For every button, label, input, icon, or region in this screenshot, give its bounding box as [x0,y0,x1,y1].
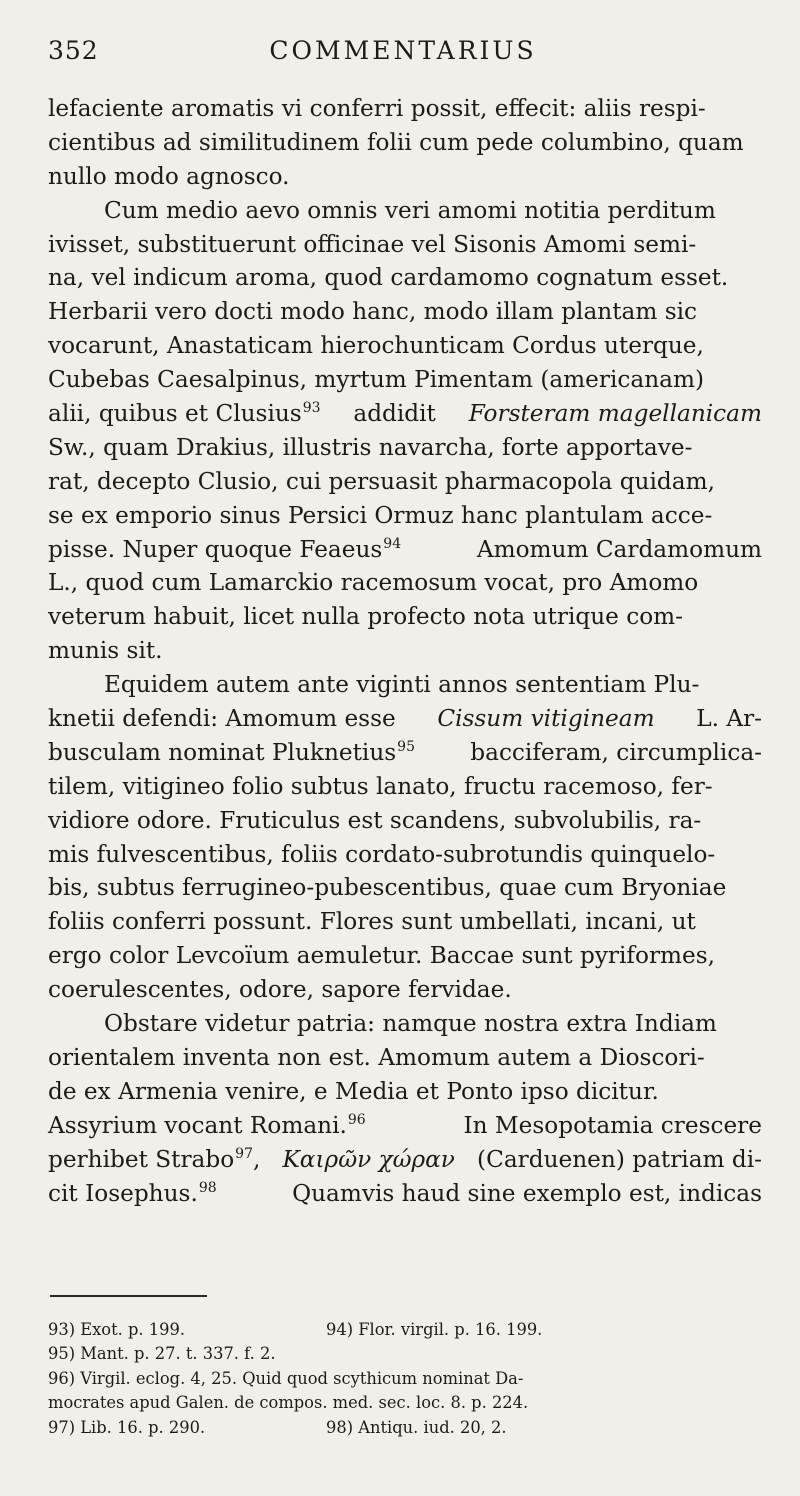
text-line: knetii defendi: Amomum esse Cissum vitigineam L. Ar- [48,702,762,736]
text-line: Assyrium vocant Romani.$^{96}$ In Mesopotamia crescere [48,1111,762,1139]
text-line: pisse. Nuper quoque Feaeus$^{94}$ Amomum Cardamomum [48,535,762,563]
text-line: cit Iosephus.$^{98}$ Quamvis haud sine exemplo est, indicas [48,1179,762,1207]
paragraph-start: Cum medio aevo omnis veri amomi notitia perditum [104,196,716,224]
text-line: lefaciente aromatis vi conferri possit, effecit: aliis respi- [48,95,706,122]
footnote-94: 94) Flor. virgil. p. 16. 199. [326,1320,543,1339]
footnote-line [48,1391,762,1415]
footnote-93: 93) Exot. p. 199. [48,1320,186,1339]
footnote-ref: 95 [397,738,415,755]
footnote-ref: 93 [302,400,321,417]
footnote-ref: 94 [383,535,402,552]
paragraph-start: Equidem autem ante viginti annos sententiam Plu- [104,671,700,699]
running-head: COMMENTARIUS [269,36,537,65]
footnote-96-cont: mocrates apud Galen. de compos. med. sec. loc. 8. p. 224. [48,1393,529,1413]
text-line: vocarunt, Anastaticam hierochunticam Cordus uterque, [48,332,704,360]
footnote-line [48,1367,762,1391]
italic-name: Forsteram magellanicam [468,400,762,428]
footnote-98: 98) Antiqu. iud. 20, 2. [326,1417,507,1437]
text-line: alii, quibus et Clusius$^{93}$ addidit Forsteram magellanicam [48,397,762,431]
text-line: cientibus ad similitudinem folii cum pede columbino, quam [48,128,744,156]
italic-name: Cissum vitigineam [437,705,655,733]
footnote-ref: 96 [347,1111,366,1128]
text-line: veterum habuit, licet nulla profecto nota utrique com- [48,603,683,631]
text-line: Sw., quam Drakius, illustris navarcha, forte apportave- [48,433,693,461]
text-line: de ex Armenia venire, e Media et Ponto ipso dicitur. [48,1077,659,1105]
footnote-line [48,1318,762,1342]
text-line: tilem, vitigineo folio subtus lanato, fructu racemoso, fer- [48,772,713,800]
text-line: vidiore odore. Fruticulus est scandens, subvolubilis, ra- [48,806,702,834]
text-line: coerulescentes, odore, sapore fervidae. [48,976,512,1004]
footnotes [48,1318,762,1440]
footnote-ref: 98 [198,1179,217,1196]
text-line: Cubebas Caesalpinus, myrtum Pimentam (americanam) [48,366,704,394]
text-line: ergo color Levcoïum aemuletur. Baccae sunt pyriformes, [48,942,716,970]
text-line: munis sit. [48,637,163,665]
paragraph-start: Obstare videtur patria: namque nostra extra Indiam [104,1010,717,1038]
page-header [46,36,760,76]
text-line: Herbarii vero docti modo hanc, modo illam plantam sic [48,298,698,326]
page-number: 352 [48,36,99,65]
text-line: se ex emporio sinus Persici Ormuz hanc plantulam acce- [48,501,713,529]
footnote-ref: 97 [235,1145,253,1162]
text-line: ivisset, substituerunt officinae vel Sisonis Amomi semi- [48,230,697,258]
text-line: bis, subtus ferrugineo-pubescentibus, quae cum Bryoniae [48,874,727,902]
text-line: rat, decepto Clusio, cui persuasit pharmacopola quidam, [48,467,715,495]
text-line: nullo modo agnosco. [48,162,290,190]
text-line: L., quod cum Lamarckio racemosum vocat, pro Amomo [48,569,699,597]
greek-phrase: Καιρῶν χώραν [282,1145,455,1173]
footnote-95: 95) Mant. p. 27. t. 337. f. 2. [48,1344,276,1364]
footnote-97: 97) Lib. 16. p. 290. [48,1417,206,1437]
text-line: foliis conferri possunt. Flores sunt umbellati, incani, ut [48,908,696,936]
text-line: perhibet Strabo$^{97}$, Καιρῶν χώραν (Carduenen) patriam di- [48,1143,762,1177]
text-line: orientalem inventa non est. Amomum autem a Dioscori- [48,1043,705,1071]
body-text [48,92,762,1210]
footnote-96: 96) Virgil. eclog. 4, 25. Quid quod scythicum nominat Da- [48,1368,524,1388]
text-line: na, vel indicum aroma, quod cardamomo cognatum esset. [48,264,729,292]
footnote-rule [50,1295,207,1297]
footnote-line [48,1342,762,1366]
text-line: mis fulvescentibus, foliis cordato-subrotundis quinquelo- [48,840,716,868]
footnote-line [48,1416,762,1440]
text-line: busculam nominat Pluknetius$^{95}$ bacciferam, circumplica- [48,738,762,766]
